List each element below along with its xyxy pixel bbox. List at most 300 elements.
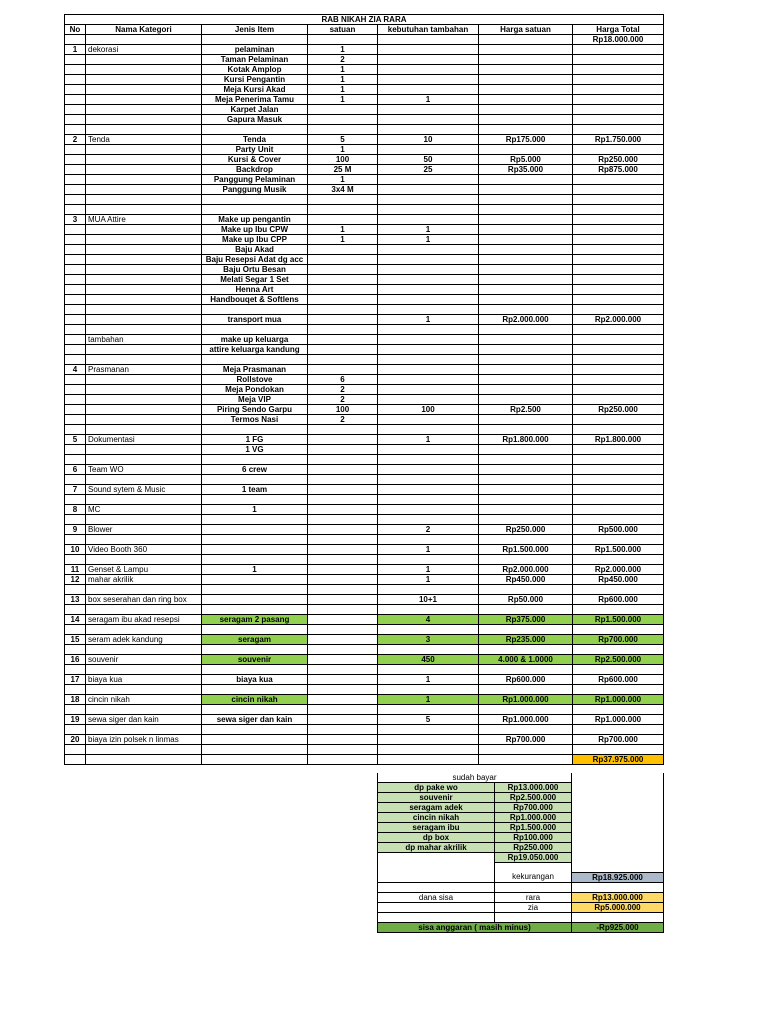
row-harga-satuan — [479, 755, 573, 765]
table-row — [65, 275, 664, 285]
row-jenis-item — [202, 475, 308, 485]
header-kategori: Nama Kategori — [86, 25, 202, 35]
row-kategori — [86, 665, 202, 675]
row-jenis-item: Termos Nasi — [202, 415, 308, 425]
row-harga-satuan — [479, 375, 573, 385]
row-no — [65, 325, 86, 335]
row-harga-total: Rp2.000.000 — [573, 315, 664, 325]
payment-label: dp mahar akrilik — [378, 843, 495, 853]
row-no — [65, 355, 86, 365]
row-kategori — [86, 245, 202, 255]
row-satuan: 1 — [308, 145, 378, 155]
row-no — [65, 55, 86, 65]
row-kebutuhan — [378, 215, 479, 225]
row-kategori: biaya kua — [86, 675, 202, 685]
row-harga-satuan: Rp235.000 — [479, 635, 573, 645]
row-kebutuhan — [378, 555, 479, 565]
row-kategori — [86, 165, 202, 175]
row-no: 11 — [65, 565, 86, 575]
row-jenis-item: sewa siger dan kain — [202, 715, 308, 725]
row-harga-satuan — [479, 665, 573, 675]
row-kategori — [86, 445, 202, 455]
row-harga-satuan — [479, 235, 573, 245]
row-kategori — [86, 85, 202, 95]
row-harga-total — [573, 175, 664, 185]
row-no — [65, 585, 86, 595]
rara-label: rara — [495, 892, 572, 902]
row-satuan — [308, 115, 378, 125]
header-satuan: satuan — [308, 25, 378, 35]
row-harga-satuan: Rp450.000 — [479, 575, 573, 585]
row-no — [65, 455, 86, 465]
row-harga-satuan — [479, 585, 573, 595]
row-no — [65, 535, 86, 545]
row-satuan — [308, 475, 378, 485]
payment-amount: Rp1.000.000 — [495, 813, 572, 823]
row-harga-total — [573, 385, 664, 395]
row-kategori — [86, 705, 202, 715]
row-kategori — [86, 235, 202, 245]
row-harga-satuan — [479, 445, 573, 455]
row-kebutuhan — [378, 245, 479, 255]
row-kategori: Blower — [86, 525, 202, 535]
row-jenis-item — [202, 595, 308, 605]
budget-table-body — [65, 15, 664, 765]
row-harga-satuan — [479, 505, 573, 515]
row-harga-total — [573, 745, 664, 755]
row-no: 9 — [65, 525, 86, 535]
row-satuan: 100 — [308, 405, 378, 415]
row-kategori — [86, 515, 202, 525]
row-jenis-item: transport mua — [202, 315, 308, 325]
header-harga-total: Harga Total — [573, 25, 664, 35]
row-jenis-item: make up keluarga — [202, 335, 308, 345]
cell — [572, 823, 664, 833]
row-jenis-item: seragam 2 pasang — [202, 615, 308, 625]
row-harga-total: Rp600.000 — [573, 595, 664, 605]
row-satuan — [308, 635, 378, 645]
row-kategori — [86, 375, 202, 385]
row-kebutuhan — [378, 375, 479, 385]
row-satuan: 1 — [308, 225, 378, 235]
row-no — [65, 665, 86, 675]
header-row — [65, 25, 664, 35]
row-harga-satuan — [479, 495, 573, 505]
table-row — [65, 405, 664, 415]
row-kategori: Video Booth 360 — [86, 545, 202, 555]
row-harga-total — [573, 355, 664, 365]
table-row — [65, 375, 664, 385]
row-no — [65, 685, 86, 695]
paid-header-row — [378, 773, 664, 783]
table-row — [65, 215, 664, 225]
row-kebutuhan — [378, 735, 479, 745]
header-no: No — [65, 25, 86, 35]
row-harga-satuan — [479, 265, 573, 275]
row-kategori — [86, 495, 202, 505]
row-kategori — [86, 425, 202, 435]
row-no — [65, 475, 86, 485]
row-harga-total — [573, 605, 664, 615]
dana-sisa-label: dana sisa — [378, 892, 495, 902]
row-harga-total — [573, 335, 664, 345]
row-satuan — [308, 485, 378, 495]
row-kebutuhan — [378, 475, 479, 485]
row-satuan — [308, 615, 378, 625]
row-jenis-item — [202, 355, 308, 365]
row-kebutuhan: 1 — [378, 695, 479, 705]
payment-label: dp box — [378, 833, 495, 843]
table-row — [65, 735, 664, 745]
row-kebutuhan — [378, 195, 479, 205]
row-harga-total — [573, 375, 664, 385]
row-satuan — [308, 675, 378, 685]
row-harga-total — [573, 45, 664, 55]
row-satuan — [308, 605, 378, 615]
row-kategori — [86, 725, 202, 735]
paid-subtotal: Rp19.050.000 — [495, 853, 572, 863]
row-no — [65, 125, 86, 135]
row-satuan — [308, 245, 378, 255]
row-kebutuhan — [378, 175, 479, 185]
row-kategori — [86, 175, 202, 185]
row-harga-total — [573, 295, 664, 305]
row-no: 15 — [65, 635, 86, 645]
row-no: 4 — [65, 365, 86, 375]
row-satuan — [308, 205, 378, 215]
row-satuan: 1 — [308, 75, 378, 85]
table-row — [65, 145, 664, 155]
row-harga-total — [573, 205, 664, 215]
row-kebutuhan — [378, 685, 479, 695]
row-kategori — [86, 625, 202, 635]
row-harga-total — [573, 55, 664, 65]
row-harga-satuan — [479, 705, 573, 715]
row-harga-total: Rp500.000 — [573, 525, 664, 535]
row-kategori — [86, 185, 202, 195]
cell — [572, 853, 664, 863]
row-kebutuhan — [378, 705, 479, 715]
row-harga-total — [573, 455, 664, 465]
row-harga-satuan — [479, 345, 573, 355]
row-kategori: Sound sytem & Music — [86, 485, 202, 495]
row-kategori — [86, 195, 202, 205]
row-jenis-item — [202, 555, 308, 565]
row-kategori — [86, 305, 202, 315]
row-kebutuhan — [378, 455, 479, 465]
row-harga-total — [573, 395, 664, 405]
row-harga-satuan — [479, 225, 573, 235]
row-harga-total: Rp2.000.000 — [573, 565, 664, 575]
table-row — [65, 205, 664, 215]
row-harga-total: Rp700.000 — [573, 635, 664, 645]
row-satuan — [308, 525, 378, 535]
row-harga-total — [573, 555, 664, 565]
table-row — [65, 125, 664, 135]
row-no: 1 — [65, 45, 86, 55]
title-row — [65, 15, 664, 25]
row-satuan — [308, 275, 378, 285]
table-row — [65, 625, 664, 635]
row-jenis-item: 1 — [202, 565, 308, 575]
cell — [572, 843, 664, 853]
row-harga-total — [573, 255, 664, 265]
row-satuan: 2 — [308, 395, 378, 405]
row-jenis-item — [202, 605, 308, 615]
row-satuan: 100 — [308, 155, 378, 165]
cell — [572, 773, 664, 783]
row-kebutuhan — [378, 755, 479, 765]
row-harga-total — [573, 685, 664, 695]
row-no: 10 — [65, 545, 86, 555]
row-harga-total — [573, 305, 664, 315]
row-harga-satuan — [479, 215, 573, 225]
row-jenis-item — [202, 325, 308, 335]
table-row — [65, 75, 664, 85]
payment-amount: Rp2.500.000 — [495, 793, 572, 803]
header-harga-satuan: Harga satuan — [479, 25, 573, 35]
table-row — [65, 325, 664, 335]
row-no — [65, 555, 86, 565]
row-harga-total — [573, 195, 664, 205]
row-no — [65, 275, 86, 285]
row-satuan — [308, 735, 378, 745]
row-kategori: Tenda — [86, 135, 202, 145]
row-harga-total — [573, 535, 664, 545]
row-kategori: tambahan — [86, 335, 202, 345]
row-no — [65, 515, 86, 525]
row-no — [65, 725, 86, 735]
table-row — [65, 565, 664, 575]
table-row — [65, 185, 664, 195]
row-harga-total: Rp600.000 — [573, 675, 664, 685]
row-satuan: 5 — [308, 135, 378, 145]
cell — [572, 793, 664, 803]
row-no — [65, 115, 86, 125]
row-harga-total: Rp1.500.000 — [573, 545, 664, 555]
row-harga-total — [573, 645, 664, 655]
row-harga-satuan: Rp600.000 — [479, 675, 573, 685]
row-kebutuhan — [378, 305, 479, 315]
row-kategori — [86, 75, 202, 85]
payment-row — [378, 843, 664, 853]
row-no — [65, 335, 86, 345]
row-kebutuhan: 1 — [378, 575, 479, 585]
row-jenis-item: 1 team — [202, 485, 308, 495]
row-no — [65, 745, 86, 755]
paid-header: sudah bayar — [378, 773, 572, 783]
row-kategori: MC — [86, 505, 202, 515]
row-kebutuhan — [378, 75, 479, 85]
table-row — [65, 165, 664, 175]
row-kategori: Team WO — [86, 465, 202, 475]
table-row — [65, 225, 664, 235]
row-satuan — [308, 465, 378, 475]
row-jenis-item — [202, 305, 308, 315]
row-kebutuhan — [378, 535, 479, 545]
row-kategori — [86, 255, 202, 265]
cell — [378, 882, 495, 892]
table-row — [65, 615, 664, 625]
row-kebutuhan — [378, 45, 479, 55]
table-row — [65, 465, 664, 475]
row-jenis-item — [202, 575, 308, 585]
zia-row — [378, 902, 664, 912]
row-harga-total — [573, 95, 664, 105]
row-no — [65, 145, 86, 155]
row-harga-satuan — [479, 325, 573, 335]
row-kategori — [86, 155, 202, 165]
row-jenis-item: Handbouqet & Softlens — [202, 295, 308, 305]
row-jenis-item: Taman Pelaminan — [202, 55, 308, 65]
row-jenis-item: Party Unit — [202, 145, 308, 155]
cell — [378, 902, 495, 912]
row-harga-total — [573, 445, 664, 455]
row-satuan — [308, 305, 378, 315]
row-jenis-item: Meja Penerima Tamu — [202, 95, 308, 105]
row-no — [65, 185, 86, 195]
table-row — [65, 65, 664, 75]
row-satuan — [308, 445, 378, 455]
row-harga-satuan — [479, 415, 573, 425]
row-harga-total: Rp37.975.000 — [573, 755, 664, 765]
row-satuan — [308, 505, 378, 515]
cell — [378, 863, 495, 873]
row-kebutuhan — [378, 605, 479, 615]
spacer-row — [378, 912, 664, 922]
table-row — [65, 515, 664, 525]
row-kebutuhan: 1 — [378, 435, 479, 445]
row-no — [65, 195, 86, 205]
row-kategori: mahar akrilik — [86, 575, 202, 585]
row-harga-total — [573, 145, 664, 155]
table-row — [65, 475, 664, 485]
row-no: 18 — [65, 695, 86, 705]
row-kategori — [86, 605, 202, 615]
row-jenis-item: attire keluarga kandung — [202, 345, 308, 355]
row-satuan — [308, 555, 378, 565]
table-row — [65, 265, 664, 275]
row-harga-total: Rp2.500.000 — [573, 655, 664, 665]
row-harga-satuan — [479, 605, 573, 615]
table-row — [65, 445, 664, 455]
row-harga-satuan — [479, 395, 573, 405]
table-row — [65, 285, 664, 295]
rara-row — [378, 892, 664, 902]
header-kebutuhan: kebutuhan tambahan — [378, 25, 479, 35]
budget-value: Rp18.000.000 — [573, 35, 664, 45]
row-harga-total — [573, 65, 664, 75]
table-row — [65, 495, 664, 505]
table-row — [65, 455, 664, 465]
table-row — [65, 535, 664, 545]
cell — [378, 35, 479, 45]
kekurangan-row — [378, 872, 664, 882]
row-kategori — [86, 265, 202, 275]
row-no: 14 — [65, 615, 86, 625]
table-row — [65, 595, 664, 605]
row-no — [65, 645, 86, 655]
row-harga-satuan — [479, 625, 573, 635]
table-row — [65, 555, 664, 565]
cell — [572, 833, 664, 843]
payment-amount: Rp100.000 — [495, 833, 572, 843]
row-no — [65, 95, 86, 105]
row-harga-total: Rp1.750.000 — [573, 135, 664, 145]
row-satuan — [308, 645, 378, 655]
row-jenis-item: Rollstove — [202, 375, 308, 385]
row-kategori — [86, 745, 202, 755]
row-jenis-item — [202, 525, 308, 535]
row-no: 8 — [65, 505, 86, 515]
row-jenis-item — [202, 515, 308, 525]
table-row — [65, 725, 664, 735]
row-kategori — [86, 115, 202, 125]
row-kebutuhan — [378, 65, 479, 75]
row-harga-total: Rp875.000 — [573, 165, 664, 175]
table-row — [65, 655, 664, 665]
row-kategori — [86, 125, 202, 135]
row-harga-total — [573, 485, 664, 495]
row-satuan — [308, 315, 378, 325]
row-jenis-item — [202, 745, 308, 755]
row-harga-total — [573, 365, 664, 375]
row-harga-total — [573, 495, 664, 505]
row-satuan: 1 — [308, 235, 378, 245]
row-harga-total — [573, 75, 664, 85]
row-harga-satuan — [479, 75, 573, 85]
row-harga-total — [573, 585, 664, 595]
row-satuan — [308, 435, 378, 445]
row-kebutuhan — [378, 205, 479, 215]
row-harga-total — [573, 285, 664, 295]
row-harga-satuan — [479, 745, 573, 755]
budget-table — [64, 14, 664, 765]
row-harga-satuan — [479, 425, 573, 435]
row-no — [65, 175, 86, 185]
row-harga-total: Rp1.500.000 — [573, 615, 664, 625]
row-jenis-item: Kursi & Cover — [202, 155, 308, 165]
row-kebutuhan — [378, 465, 479, 475]
table-row — [65, 585, 664, 595]
row-no — [65, 425, 86, 435]
row-kebutuhan — [378, 645, 479, 655]
table-row — [65, 645, 664, 655]
row-harga-satuan — [479, 295, 573, 305]
row-no — [65, 755, 86, 765]
row-satuan: 2 — [308, 55, 378, 65]
table-row — [65, 605, 664, 615]
budget-row — [65, 35, 664, 45]
row-harga-satuan: Rp700.000 — [479, 735, 573, 745]
sisa-row — [378, 922, 664, 932]
row-harga-satuan: Rp50.000 — [479, 595, 573, 605]
row-kategori — [86, 555, 202, 565]
row-jenis-item: Baju Resepsi Adat dg acc — [202, 255, 308, 265]
table-row — [65, 335, 664, 345]
row-satuan — [308, 655, 378, 665]
row-kebutuhan: 5 — [378, 715, 479, 725]
row-kebutuhan — [378, 145, 479, 155]
row-jenis-item — [202, 705, 308, 715]
row-kebutuhan — [378, 395, 479, 405]
row-no: 2 — [65, 135, 86, 145]
table-row — [65, 575, 664, 585]
row-no — [65, 205, 86, 215]
row-kategori — [86, 105, 202, 115]
row-no — [65, 625, 86, 635]
row-kategori — [86, 295, 202, 305]
